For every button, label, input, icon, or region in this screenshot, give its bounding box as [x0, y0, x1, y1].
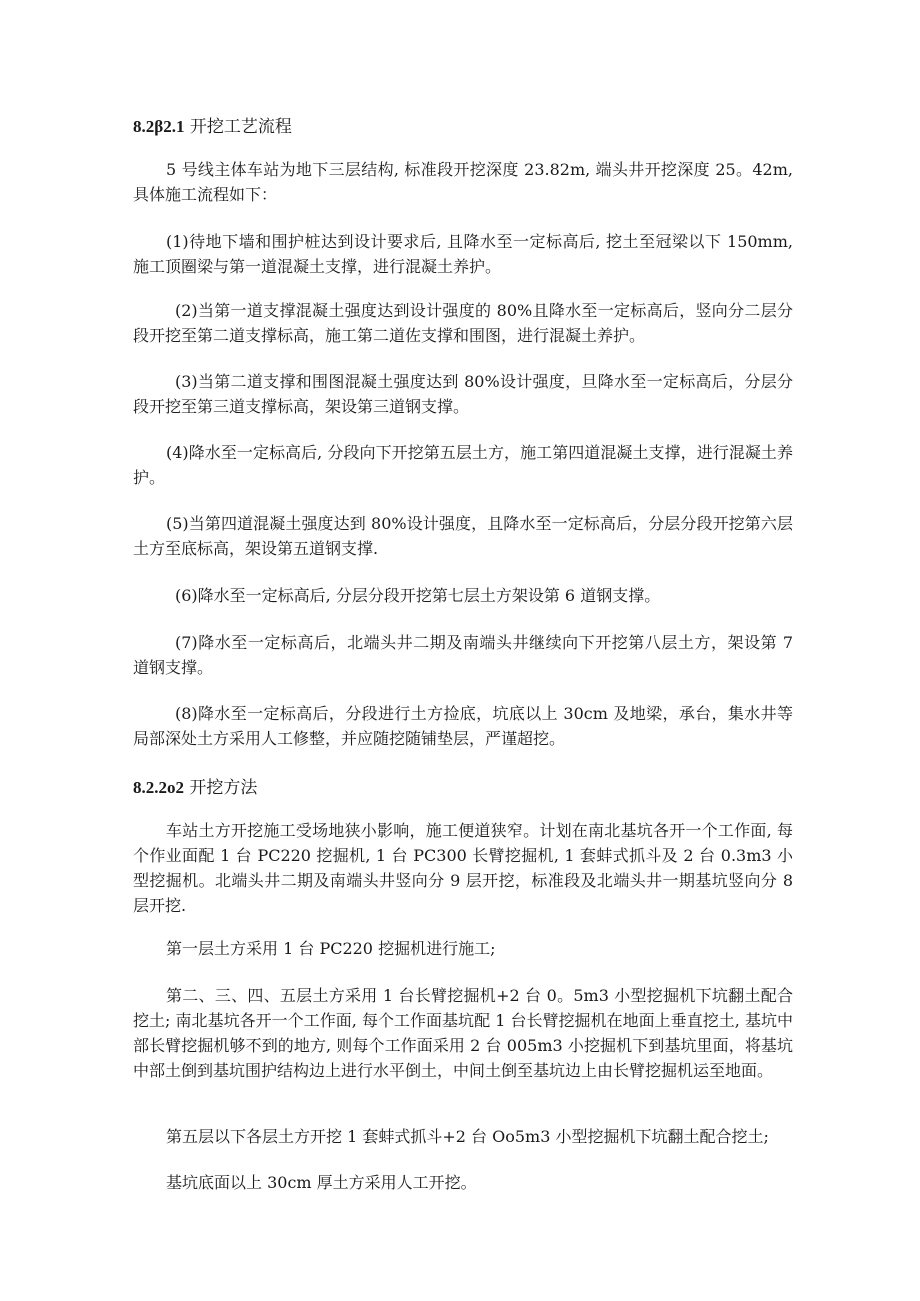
step-paragraph: (4)降水至一定标高后, 分段向下开挖第五层土方，施工第四道混凝土支撑，进行混凝土养护。: [133, 443, 793, 487]
step-paragraph: (7)降水至一定标高后，北端头井二期及南端头井继续向下开挖第八层土方，架设第 7 道钢支撑。: [133, 633, 793, 677]
step-paragraph: (5)当第四道混凝土强度达到 80%设计强度，且降水至一定标高后，分层分段开挖第六层土方至底标高，架设第五道钢支撑.: [133, 514, 793, 558]
step-paragraph: (1)待地下墙和围护桩达到设计要求后, 且降水至一定标高后, 挖土至冠梁以下 150mm, 施工顶圈梁与第一道混凝土支撑，进行混凝土养护。: [133, 232, 793, 276]
method-paragraph: 基坑底面以上 30cm 厚土方采用人工开挖。: [166, 1173, 477, 1192]
section-number: 8.2.2o2: [133, 778, 184, 797]
step-paragraph: (6)降水至一定标高后, 分层分段开挖第七层土方架设第 6 道钢支撑。: [175, 586, 661, 605]
step-paragraph: (3)当第二道支撑和围图混凝土强度达到 80%设计强度，旦降水至一定标高后，分层分段开挖至第三道支撑标高，架设第三道钢支撑。: [133, 372, 793, 416]
step-paragraph: (8)降水至一定标高后，分段进行土方捡底，坑底以上 30cm 及地梁，承台，集水井等局部深处土方采用人工修整，并应随挖随铺垫层，严谨超挖。: [133, 704, 793, 748]
method-paragraph: 第五层以下各层土方开挖 1 套蚌式抓斗+2 台 Oo5m3 小型挖掘机下坑翻土配合挖土;: [166, 1127, 769, 1146]
section-heading-excavation-process: [133, 112, 292, 137]
section-title: 开挖工艺流程: [184, 117, 292, 137]
method-paragraph: 第二、三、四、五层土方采用 1 台长臂挖掘机+2 台 0。5m3 小型挖掘机下坑翻土配合挖土; 南北基坑各开一个工作面, 每个工作面基坑配 1 台长臂挖掘机在地面上垂直挖土, 基坑中部长臂挖掘机够不到的地方, 则每个工作面采用 2 台 005m3 小挖掘机下到基坑里面，将基坑中部土倒到基坑围护结构边上进行水平倒土，中间土倒至基坑边上由长臂挖掘机运至地面。: [133, 986, 793, 1080]
method-paragraph: 车站土方开挖施工受场地狭小影响，施工便道狭窄。计划在南北基坑各开一个工作面, 每个作业面配 1 台 PC220 挖掘机, 1 台 PC300 长臂挖掘机, 1 套蚌式抓斗及 2 台 0.3m3 小型挖掘机。北端头井二期及南端头井竖向分 9 层开挖，标准段及北端头井一期基坑竖向分 8 层开挖.: [133, 821, 793, 915]
step-paragraph: (2)当第一道支撑混凝土强度达到设计强度的 80%且降水至一定标高后，竖向分二层分段开挖至第二道支撑标高，施工第二道佐支撑和围图，进行混凝土养护。: [133, 301, 793, 345]
section-title: 开挖方法: [184, 778, 258, 798]
method-paragraph: 第一层土方采用 1 台 PC220 挖掘机进行施工;: [166, 939, 496, 958]
section-number: 8.2β2.1: [133, 117, 185, 136]
intro-paragraph: 5 号线主体车站为地下三层结构, 标准段开挖深度 23.82m, 端头井开挖深度 25。42m, 具体施工流程如下：: [133, 160, 793, 204]
section-heading-excavation-method: [133, 773, 257, 798]
